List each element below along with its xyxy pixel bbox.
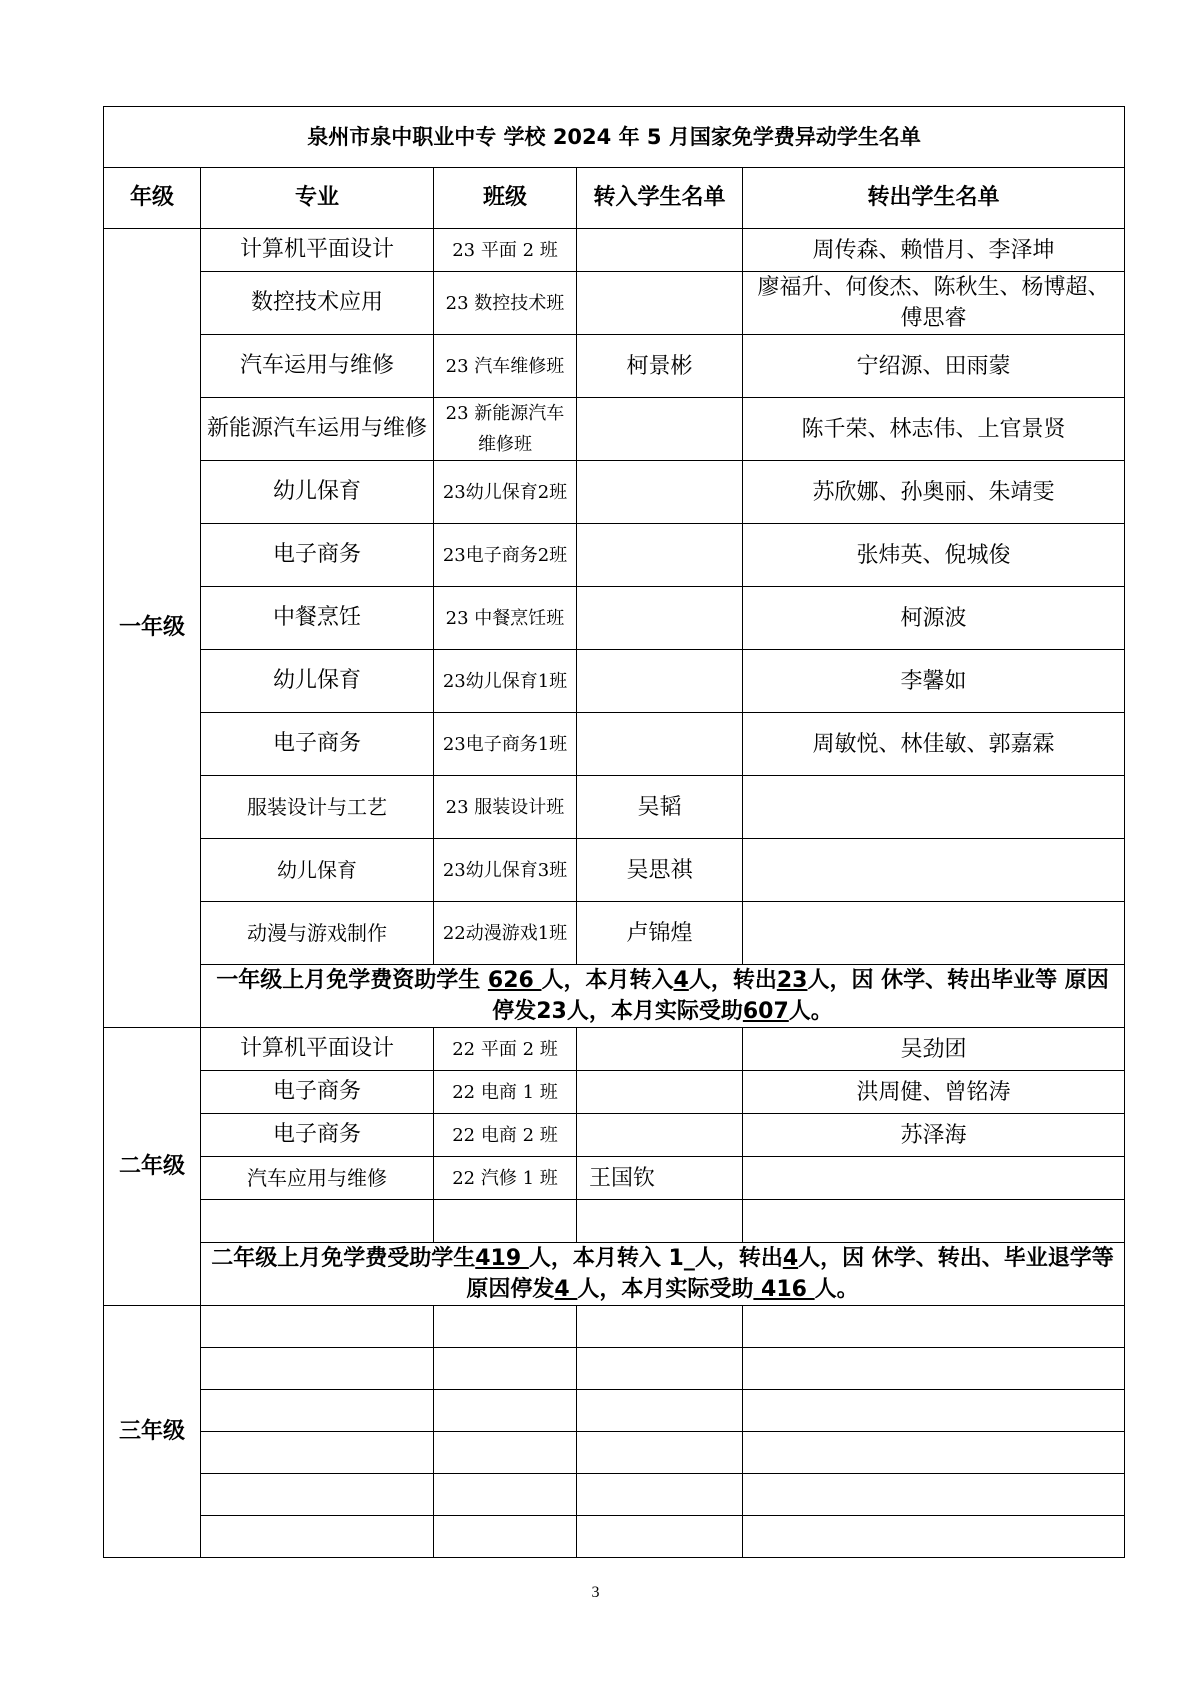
- class-cell: 23 新能源汽车维修班: [434, 398, 577, 461]
- summary-value: 416: [753, 1277, 815, 1302]
- transfer-out-cell: [743, 839, 1125, 902]
- summary-text: 人，因 休学、转出、毕业退学等原因停发: [466, 1246, 1114, 1302]
- major-cell: 中餐烹饪: [201, 587, 434, 650]
- transfer-out-cell: 苏欣娜、孙奥丽、朱靖雯: [743, 461, 1125, 524]
- major-cell: 计算机平面设计: [201, 1028, 434, 1071]
- summary-value: 23: [776, 968, 808, 993]
- header-grade: 年级: [104, 168, 201, 229]
- summary-text: 人，因 休学、转出毕业等 原因停发23人，本月实际受助: [492, 968, 1109, 1024]
- major-cell: 服装设计与工艺: [201, 776, 434, 839]
- major-cell: 电子商务: [201, 1114, 434, 1157]
- major-cell: 幼儿保育: [201, 650, 434, 713]
- transfer-in-cell: [577, 229, 743, 272]
- empty-cell: [577, 1516, 743, 1558]
- transfer-in-cell: 柯景彬: [577, 335, 743, 398]
- header-class: 班级: [434, 168, 577, 229]
- class-cell: 23 服装设计班: [434, 776, 577, 839]
- class-cell: 23电子商务2班: [434, 524, 577, 587]
- empty-cell: [201, 1432, 434, 1474]
- table-row: [104, 1071, 1125, 1114]
- empty-cell: [577, 1432, 743, 1474]
- transfer-in-cell: 吴思祺: [577, 839, 743, 902]
- empty-cell: [743, 1390, 1125, 1432]
- empty-cell: [743, 1474, 1125, 1516]
- transfer-out-cell: [743, 902, 1125, 965]
- grade-1-label: 一年级: [104, 229, 201, 1028]
- transfer-out-cell: 苏泽海: [743, 1114, 1125, 1157]
- empty-cell: [577, 1306, 743, 1348]
- empty-cell: [743, 1348, 1125, 1390]
- summary-row: [104, 965, 1125, 1028]
- transfer-out-cell: 宁绍源、田雨蒙: [743, 335, 1125, 398]
- empty-cell: [577, 1348, 743, 1390]
- major-cell: 电子商务: [201, 1071, 434, 1114]
- table-row: [104, 839, 1125, 902]
- empty-cell: [201, 1516, 434, 1558]
- summary-value: 4: [554, 1277, 578, 1302]
- transfer-in-cell: [577, 1028, 743, 1071]
- summary-value: 607: [742, 999, 789, 1024]
- grade-1-summary: [201, 965, 1125, 1028]
- table-row: [104, 272, 1125, 335]
- class-cell: 23 数控技术班: [434, 272, 577, 335]
- table-row: [104, 1432, 1125, 1474]
- table-row: [104, 902, 1125, 965]
- transfer-in-cell: [577, 587, 743, 650]
- summary-value: 4: [782, 1246, 799, 1271]
- grade-2-label: 二年级: [104, 1028, 201, 1306]
- transfer-in-cell: [577, 650, 743, 713]
- transfer-out-cell: [743, 776, 1125, 839]
- table-row: [104, 1114, 1125, 1157]
- transfer-in-cell: [577, 1114, 743, 1157]
- empty-cell: [743, 1432, 1125, 1474]
- transfer-in-cell: 王国钦: [577, 1157, 743, 1200]
- transfer-in-cell: [577, 524, 743, 587]
- table-row: [104, 1157, 1125, 1200]
- empty-cell: [434, 1474, 577, 1516]
- empty-cell: [577, 1390, 743, 1432]
- summary-text: 人，本月实际受助: [577, 1277, 754, 1302]
- major-cell: 数控技术应用: [201, 272, 434, 335]
- summary-text: 一年级上月免学费资助学生: [216, 968, 488, 993]
- major-cell: 新能源汽车运用与维修: [201, 398, 434, 461]
- summary-text: 人，转出: [688, 968, 777, 993]
- major-cell: 电子商务: [201, 713, 434, 776]
- table-row: [104, 229, 1125, 272]
- table-row: [104, 398, 1125, 461]
- transfer-out-cell: [743, 1157, 1125, 1200]
- class-cell: 23 汽车维修班: [434, 335, 577, 398]
- transfer-in-cell: 卢锦煌: [577, 902, 743, 965]
- empty-cell: [577, 1200, 743, 1243]
- empty-cell: [201, 1306, 434, 1348]
- empty-cell: [577, 1474, 743, 1516]
- transfer-out-cell: 张炜英、倪城俊: [743, 524, 1125, 587]
- class-cell: 22动漫游戏1班: [434, 902, 577, 965]
- table-row: [104, 713, 1125, 776]
- table-row: [104, 1474, 1125, 1516]
- document-table-wrapper: [103, 106, 1124, 1558]
- class-cell: 23幼儿保育2班: [434, 461, 577, 524]
- table-row: [104, 1028, 1125, 1071]
- summary-value: _: [683, 1246, 695, 1271]
- empty-cell: [201, 1474, 434, 1516]
- major-cell: 动漫与游戏制作: [201, 902, 434, 965]
- empty-cell: [434, 1348, 577, 1390]
- table-row: [104, 776, 1125, 839]
- empty-cell: [743, 1516, 1125, 1558]
- empty-cell: [201, 1348, 434, 1390]
- class-cell: 22 汽修 1 班: [434, 1157, 577, 1200]
- transfer-out-cell: 陈千荣、林志伟、上官景贤: [743, 398, 1125, 461]
- transfer-in-cell: 吴韬: [577, 776, 743, 839]
- grade-2-summary: [201, 1243, 1125, 1306]
- transfer-out-cell: 廖福升、何俊杰、陈秋生、杨博超、傅思睿: [743, 272, 1125, 335]
- table-row: [104, 1200, 1125, 1243]
- major-cell: 幼儿保育: [201, 839, 434, 902]
- page-number: 3: [591, 1584, 600, 1601]
- summary-value: 419: [475, 1246, 529, 1271]
- empty-cell: [434, 1306, 577, 1348]
- transfer-in-cell: [577, 398, 743, 461]
- transfer-out-cell: 柯源波: [743, 587, 1125, 650]
- summary-text: 二年级上月免学费受助学生: [211, 1246, 476, 1271]
- class-cell: 23 中餐烹饪班: [434, 587, 577, 650]
- empty-cell: [201, 1200, 434, 1243]
- table-row: [104, 1516, 1125, 1558]
- header-major: 专业: [201, 168, 434, 229]
- major-cell: 电子商务: [201, 524, 434, 587]
- transfer-in-cell: [577, 713, 743, 776]
- transfer-out-cell: 洪周健、曾铭涛: [743, 1071, 1125, 1114]
- class-cell: 23幼儿保育1班: [434, 650, 577, 713]
- transfer-out-cell: 吴劲团: [743, 1028, 1125, 1071]
- summary-text: 人。: [814, 1277, 859, 1302]
- major-cell: 汽车应用与维修: [201, 1157, 434, 1200]
- table-row: [104, 1390, 1125, 1432]
- table-row: [104, 650, 1125, 713]
- empty-cell: [434, 1432, 577, 1474]
- class-cell: 22 平面 2 班: [434, 1028, 577, 1071]
- empty-cell: [743, 1306, 1125, 1348]
- table-row: [104, 335, 1125, 398]
- empty-cell: [434, 1390, 577, 1432]
- table-row: [104, 461, 1125, 524]
- header-transfer-in: 转入学生名单: [577, 168, 743, 229]
- empty-cell: [434, 1516, 577, 1558]
- transfer-in-cell: [577, 1071, 743, 1114]
- empty-cell: [743, 1200, 1125, 1243]
- empty-cell: [434, 1200, 577, 1243]
- major-cell: 幼儿保育: [201, 461, 434, 524]
- transfer-in-cell: [577, 461, 743, 524]
- class-cell: 23幼儿保育3班: [434, 839, 577, 902]
- class-cell: 23电子商务1班: [434, 713, 577, 776]
- class-cell: 22 电商 1 班: [434, 1071, 577, 1114]
- class-cell: 23 平面 2 班: [434, 229, 577, 272]
- empty-cell: [201, 1390, 434, 1432]
- summary-text: 人，本月转入: [541, 968, 674, 993]
- transfer-out-cell: 李馨如: [743, 650, 1125, 713]
- summary-value: 626: [487, 968, 542, 993]
- major-cell: 汽车运用与维修: [201, 335, 434, 398]
- summary-text: 人。: [788, 999, 833, 1024]
- class-cell: 22 电商 2 班: [434, 1114, 577, 1157]
- table-row: [104, 1306, 1125, 1348]
- major-cell: 计算机平面设计: [201, 229, 434, 272]
- transfer-in-cell: [577, 272, 743, 335]
- summary-row: [104, 1243, 1125, 1306]
- table-row: [104, 524, 1125, 587]
- table-row: [104, 1348, 1125, 1390]
- summary-text: 人，转出: [694, 1246, 783, 1271]
- summary-value: 4: [673, 968, 689, 993]
- transfer-out-cell: 周传森、赖惜月、李泽坤: [743, 229, 1125, 272]
- summary-text: 人，本月转入 1: [528, 1246, 684, 1271]
- transfer-out-cell: 周敏悦、林佳敏、郭嘉霖: [743, 713, 1125, 776]
- table-row: [104, 587, 1125, 650]
- table-title: 泉州市泉中职业中专 学校 2024 年 5 月国家免学费异动学生名单: [104, 107, 1125, 168]
- student-change-table: [103, 106, 1125, 1558]
- header-transfer-out: 转出学生名单: [743, 168, 1125, 229]
- grade-3-label: 三年级: [104, 1306, 201, 1558]
